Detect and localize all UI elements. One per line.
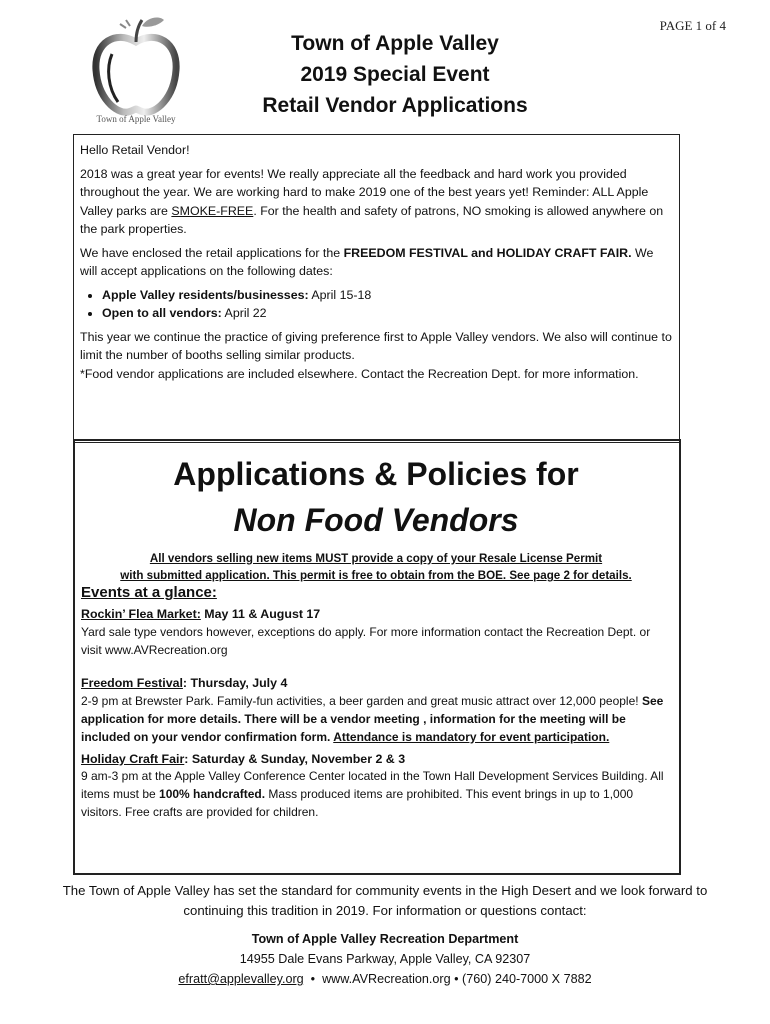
intro-paragraph-2: We have enclosed the retail applications for the FREEDOM FESTIVAL and HOLIDAY CRAFT FAIR. We will accept applications on the following dates: <box>80 245 654 278</box>
event-freedom-festival <box>81 675 671 746</box>
attendance-notice: Attendance is mandatory for event participation. <box>333 729 610 744</box>
list-item: • Apple Valley residents/businesses: April 15-18 <box>102 286 673 305</box>
smoke-free-text: SMOKE-FREE <box>171 203 254 218</box>
footer-statement: The Town of Apple Valley has set the standard for community events in the High Desert and we look forward to continuing this tradition in 2019. For information or questions contact: <box>62 883 708 918</box>
contact-line: efratt@applevalley.org • www.AVRecreation.org • (760) 240-7000 X 7882 <box>178 972 592 986</box>
address: 14955 Dale Evans Parkway, Apple Valley, CA 92307 <box>239 952 531 966</box>
intro-paragraph-4: *Food vendor applications are included elsewhere. Contact the Recreation Dept. for more information. <box>80 366 639 381</box>
intro-letter <box>73 134 680 443</box>
application-dates-list <box>80 286 673 323</box>
department-name: Town of Apple Valley Recreation Department <box>251 932 519 946</box>
title-line-2: 2019 Special Event <box>300 63 490 86</box>
website-text: www.AVRecreation.org <box>322 972 451 986</box>
policies-title: Applications & Policies for <box>173 456 579 492</box>
greeting: Hello Retail Vendor! <box>80 143 190 157</box>
title-line-3: Retail Vendor Applications <box>262 94 528 117</box>
phone-number: (760) 240-7000 X 7882 <box>462 972 592 986</box>
event-holiday-craft-fair <box>81 751 671 822</box>
event-date: May 11 & August 17 <box>200 607 321 621</box>
event-name: Freedom Festival <box>81 676 183 691</box>
event-description: 2-9 pm at Brewster Park. Family-fun activities, a beer garden and great music attract over 12,000 people! See application for more details. There will be a vendor meeting , information for the meeting will be included on your vendor confirmation form. Attendance is mandatory for event participation. <box>81 694 664 744</box>
intro-paragraph-3: This year we continue the practice of giving preference first to Apple Valley vendors. We also will continue to limit the number of booths selling similar products. <box>80 329 672 362</box>
event-date: : Thursday, July 4 <box>182 676 288 691</box>
page-number: PAGE 1 of 4 <box>659 18 726 33</box>
email-link[interactable]: efratt@applevalley.org <box>178 972 304 986</box>
contact-footer <box>60 881 710 989</box>
resale-permit-notice-2: with submitted application. This permit is free to obtain from the BOE. See page 2 for details. <box>120 569 632 582</box>
resale-permit-notice-1: All vendors selling new items MUST provide a copy of your Resale License Permit <box>149 552 603 565</box>
event-date: : Saturday & Sunday, November 2 & 3 <box>184 751 406 766</box>
event-name: Rockin’ Flea Market: <box>81 607 201 621</box>
events-heading: Events at a glance: <box>81 584 217 601</box>
event-description: 9 am-3 pm at the Apple Valley Conference Center located in the Town Hall Development Services Building. All items must be 100% handcrafted. Mass produced items are prohibited. This event brings in up to 1,000 visitors. Free crafts are provided for children. <box>81 769 664 819</box>
page-title <box>200 28 590 121</box>
list-item: • Open to all vendors: April 22 <box>102 304 673 323</box>
policies-subtitle: Non Food Vendors <box>233 502 519 538</box>
event-description: Yard sale type vendors however, exceptions do apply. For more information contact the Recreation Dept. or visit www.AVRecreation.org <box>81 624 651 657</box>
logo-caption: Town of Apple Valley <box>96 114 176 124</box>
intro-paragraph-1: 2018 was a great year for events! We really appreciate all the feedback and hard work you provided throughout the year. We are working hard to make 2019 one of the best years yet! Reminder: ALL Apple Valley parks are SMOKE-FREE. For the health and safety of patrons, NO smoking is allowed anywhere on the park properties. <box>80 166 664 236</box>
policies-section <box>73 439 681 875</box>
event-name: Holiday Craft Fair <box>81 751 185 766</box>
apple-logo <box>86 12 186 127</box>
event-flea-market <box>81 606 671 659</box>
title-line-1: Town of Apple Valley <box>291 32 499 55</box>
